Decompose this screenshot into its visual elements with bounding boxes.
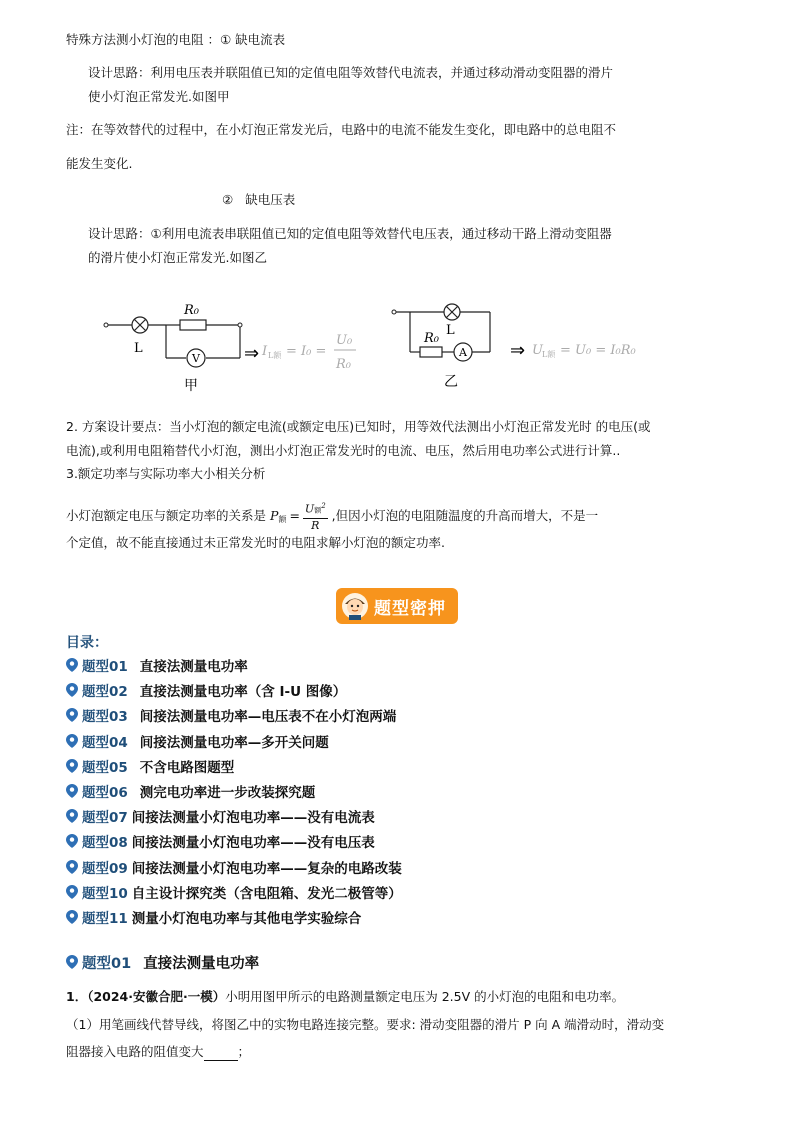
location-pin-icon bbox=[66, 784, 78, 798]
toc-item-number: 题型01 bbox=[82, 659, 128, 675]
toc-item-number: 题型06 bbox=[82, 785, 128, 801]
toc-item[interactable] bbox=[66, 856, 402, 878]
yi-lamp-label: L bbox=[446, 323, 455, 338]
jia-lamp-label: L bbox=[134, 341, 143, 356]
point3-line2: 个定值，故不能直接通过未正常发光时的电阻求解小灯泡的额定功率. bbox=[66, 535, 445, 550]
toc-item-title: 间接法测量电功率—电压表不在小灯泡两端 bbox=[139, 709, 397, 726]
toc-item-number: 题型11 bbox=[82, 911, 128, 927]
toc-item-title: 间接法测量小灯泡电功率——复杂的电路改装 bbox=[131, 860, 402, 877]
location-pin-icon bbox=[66, 910, 78, 924]
yi-formula-rest: = U₀ = I₀R₀ bbox=[560, 343, 636, 358]
design-idea-1-line2: 使小灯泡正常发光.如图甲 bbox=[88, 89, 230, 104]
question-1-text: 小明用图甲所示的电路测量额定电压为 2.5V 的小灯泡的电阻和电功率。 bbox=[225, 989, 625, 1004]
question-1-sub1-line1: （1）用笔画线代替导线，将图乙中的实物电路连接完整。要求: 滑动变阻器的滑片 P 向 A 端滑动时，滑动变 bbox=[66, 1017, 665, 1032]
section-01-heading bbox=[66, 951, 259, 973]
point2-line2: 电流),或利用电阻箱替代小灯泡，测出小灯泡正常发光时的电流、电压，然后用电功率公式进行计算.. bbox=[66, 443, 621, 458]
question-type-banner bbox=[336, 588, 458, 624]
location-pin-icon bbox=[66, 734, 78, 748]
toc-item-number: 题型09 bbox=[82, 860, 128, 877]
point3-line1-post: ,但因小灯泡的电阻随温度的升高而增大，不是一 bbox=[331, 507, 599, 523]
jia-formula-i: I bbox=[262, 344, 268, 359]
toc-item-title: 间接法测量小灯泡电功率——没有电压表 bbox=[131, 835, 375, 852]
toc-item[interactable] bbox=[66, 881, 402, 903]
toc-item-title: 测完电功率进一步改装探究题 bbox=[139, 785, 316, 801]
toc-item[interactable] bbox=[66, 730, 329, 752]
toc-item-number: 题型02 bbox=[82, 684, 128, 701]
voltmeter-icon: V bbox=[192, 352, 200, 365]
teacher-avatar-icon bbox=[340, 591, 370, 621]
sub2-heading bbox=[222, 191, 295, 209]
location-pin-icon bbox=[66, 885, 78, 899]
answer-blank[interactable] bbox=[204, 1046, 238, 1061]
question-1-source: （2024·安徽合肥·一模） bbox=[87, 989, 226, 1004]
section-01-title: 直接法测量电功率 bbox=[143, 955, 260, 972]
point2-line1: 2. 方案设计要点：当小灯泡的额定电流(或额定电压)已知时，用等效代法测出小灯泡正常发光时 的电压(或 bbox=[66, 419, 651, 434]
toc-item-number: 题型03 bbox=[82, 709, 128, 726]
sub2-number: ② bbox=[222, 192, 234, 207]
toc-item-number: 题型08 bbox=[82, 835, 128, 852]
point3-line1 bbox=[66, 500, 598, 532]
ammeter-icon: A bbox=[459, 346, 467, 359]
toc-item-number: 题型04 bbox=[82, 734, 128, 751]
rated-power-formula: P 额 = U额$^2$ R bbox=[270, 502, 326, 532]
question-1-sub1-line2: 阻器接入电路的阻值变大 ； bbox=[66, 1044, 251, 1059]
question-1-line bbox=[66, 988, 624, 1006]
location-pin-icon bbox=[66, 809, 78, 823]
toc-item[interactable] bbox=[66, 830, 375, 852]
note-line1: 注：在等效替代的过程中，在小灯泡正常发光后，电路中的电流不能发生变化，即电路中的总电阻不 bbox=[66, 122, 617, 137]
yi-formula-sub: L额 bbox=[542, 350, 556, 359]
toc-item[interactable] bbox=[66, 755, 234, 777]
jia-frac-num: U₀ bbox=[336, 333, 353, 348]
section-01-number: 题型01 bbox=[82, 955, 132, 972]
banner-text: 题型密押 bbox=[374, 598, 446, 619]
jia-r0-label: R₀ bbox=[184, 303, 199, 318]
yi-caption: 乙 bbox=[444, 374, 458, 390]
jia-formula-rest: = I₀ = bbox=[286, 344, 327, 359]
location-pin-icon bbox=[66, 834, 78, 848]
location-pin-icon bbox=[66, 683, 78, 697]
toc-label: 目录： bbox=[66, 635, 108, 651]
yi-r0-label: R₀ bbox=[424, 331, 439, 346]
circuit-figure-yi bbox=[388, 292, 668, 400]
toc-item[interactable] bbox=[66, 704, 396, 726]
toc-item-title: 测量小灯泡电功率与其他电学实验综合 bbox=[131, 911, 362, 927]
toc-item[interactable] bbox=[66, 679, 346, 701]
jia-caption: 甲 bbox=[184, 378, 198, 394]
jia-formula-sub: L额 bbox=[268, 351, 282, 360]
special-method-heading: 特殊方法测小灯泡的电阻 ：① 缺电流表 bbox=[66, 32, 286, 47]
toc-item-title: 直接法测量电功率（含 I-U 图像） bbox=[139, 684, 347, 701]
toc-item-title: 间接法测量小灯泡电功率——没有电流表 bbox=[131, 810, 375, 827]
toc-item-title: 直接法测量电功率 bbox=[139, 659, 248, 675]
circuit-figure-jia bbox=[100, 292, 380, 400]
design-idea-2-line1: 设计思路：①利用电流表串联阻值已知的定值电阻等效替代电压表，通过移动干路上滑动变阻器 bbox=[88, 226, 612, 241]
toc-item-title: 自主设计探究类（含电阻箱、发光二极管等） bbox=[131, 885, 402, 902]
toc-item-title: 不含电路图题型 bbox=[139, 759, 235, 776]
location-pin-icon bbox=[66, 860, 78, 874]
design-idea-1-line1: 设计思路：利用电压表并联阻值已知的定值电阻等效替代电流表，并通过移动滑动变阻器的滑片 bbox=[88, 65, 614, 80]
note-line2: 能发生变化. bbox=[66, 156, 133, 171]
yi-formula-u: U bbox=[532, 343, 543, 358]
location-pin-icon bbox=[66, 955, 78, 969]
jia-arrow: ⇒ bbox=[244, 343, 260, 364]
location-pin-icon bbox=[66, 759, 78, 773]
location-pin-icon bbox=[66, 708, 78, 722]
toc-item-title: 间接法测量电功率—多开关问题 bbox=[139, 734, 329, 751]
toc-item-number: 题型07 bbox=[82, 810, 128, 827]
yi-arrow: ⇒ bbox=[510, 340, 526, 361]
toc-item[interactable] bbox=[66, 780, 315, 802]
question-1-number: 1． bbox=[66, 989, 88, 1004]
toc-item[interactable] bbox=[66, 805, 375, 827]
toc-item-number: 题型05 bbox=[82, 759, 128, 776]
jia-frac-den: R₀ bbox=[336, 357, 351, 372]
design-idea-2-line2: 的滑片使小灯泡正常发光.如图乙 bbox=[88, 250, 267, 265]
toc-item[interactable] bbox=[66, 906, 361, 928]
toc-item-number: 题型10 bbox=[82, 885, 128, 902]
location-pin-icon bbox=[66, 658, 78, 672]
point3-title: 3.额定功率与实际功率大小相关分析 bbox=[66, 466, 266, 481]
sub2-title: 缺电压表 bbox=[245, 192, 296, 207]
toc-item[interactable] bbox=[66, 654, 248, 676]
point3-line1-pre: 小灯泡额定电压与额定功率的关系是 bbox=[66, 507, 267, 523]
